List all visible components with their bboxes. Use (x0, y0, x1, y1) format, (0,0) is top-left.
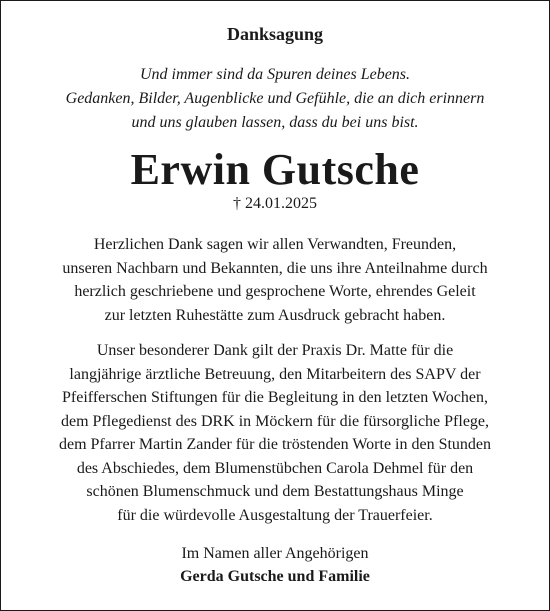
paragraph-line: langjährige ärztliche Betreuung, den Mitarbeitern des SAPV der (69, 365, 481, 383)
thanks-paragraph (1, 233, 549, 327)
paragraph-line: für die würdevolle Ausgestaltung der Trauerfeier. (117, 506, 433, 524)
signature: Gerda Gutsche und Familie (180, 568, 370, 585)
paragraph-line: unseren Nachbarn und Bekannten, die uns ihre Anteilnahme durch (62, 259, 488, 277)
memorial-poem (1, 63, 549, 135)
paragraph-line: schönen Blumenschmuck und dem Bestattungshaus Minge (86, 483, 464, 500)
paragraph-line: Pfeifferschen Stiftungen für die Begleitung in den letzten Wochen, (62, 389, 488, 406)
poem-line: Gedanken, Bilder, Augenblicke und Gefühle, die an dich erinnern (65, 90, 485, 107)
death-date: † 24.01.2025 (233, 195, 317, 212)
paragraph-line: dem Pfarrer Martin Zander für die tröstenden Worte in den Stunden (58, 436, 492, 453)
paragraph-line: des Abschiedes, dem Blumenstübchen Carola Dehmel für den (76, 459, 474, 477)
paragraph-line: Unser besonderer Dank gilt der Praxis Dr. Matte für die (96, 342, 454, 359)
poem-line: und uns glauben lassen, dass du bei uns bist. (131, 114, 419, 131)
poem-line: Und immer sind da Spuren deines Lebens. (139, 66, 411, 83)
deceased-name: Erwin Gutsche (130, 145, 420, 194)
paragraph-line: zur letzten Ruhestätte zum Ausdruck gebracht haben. (104, 306, 446, 324)
paragraph-line: dem Pflegedienst des DRK in Möckern für die fürsorgliche Pflege, (60, 412, 490, 430)
notice-heading: Danksagung (226, 24, 324, 44)
special-thanks-paragraph (1, 339, 549, 527)
paragraph-line: herzlich geschriebene und gesprochene Worte, ehrendes Geleit (74, 283, 476, 300)
closing-line: Im Namen aller Angehörigen (181, 545, 369, 562)
paragraph-line: Herzlichen Dank sagen wir allen Verwandten, Freunden, (93, 236, 457, 253)
